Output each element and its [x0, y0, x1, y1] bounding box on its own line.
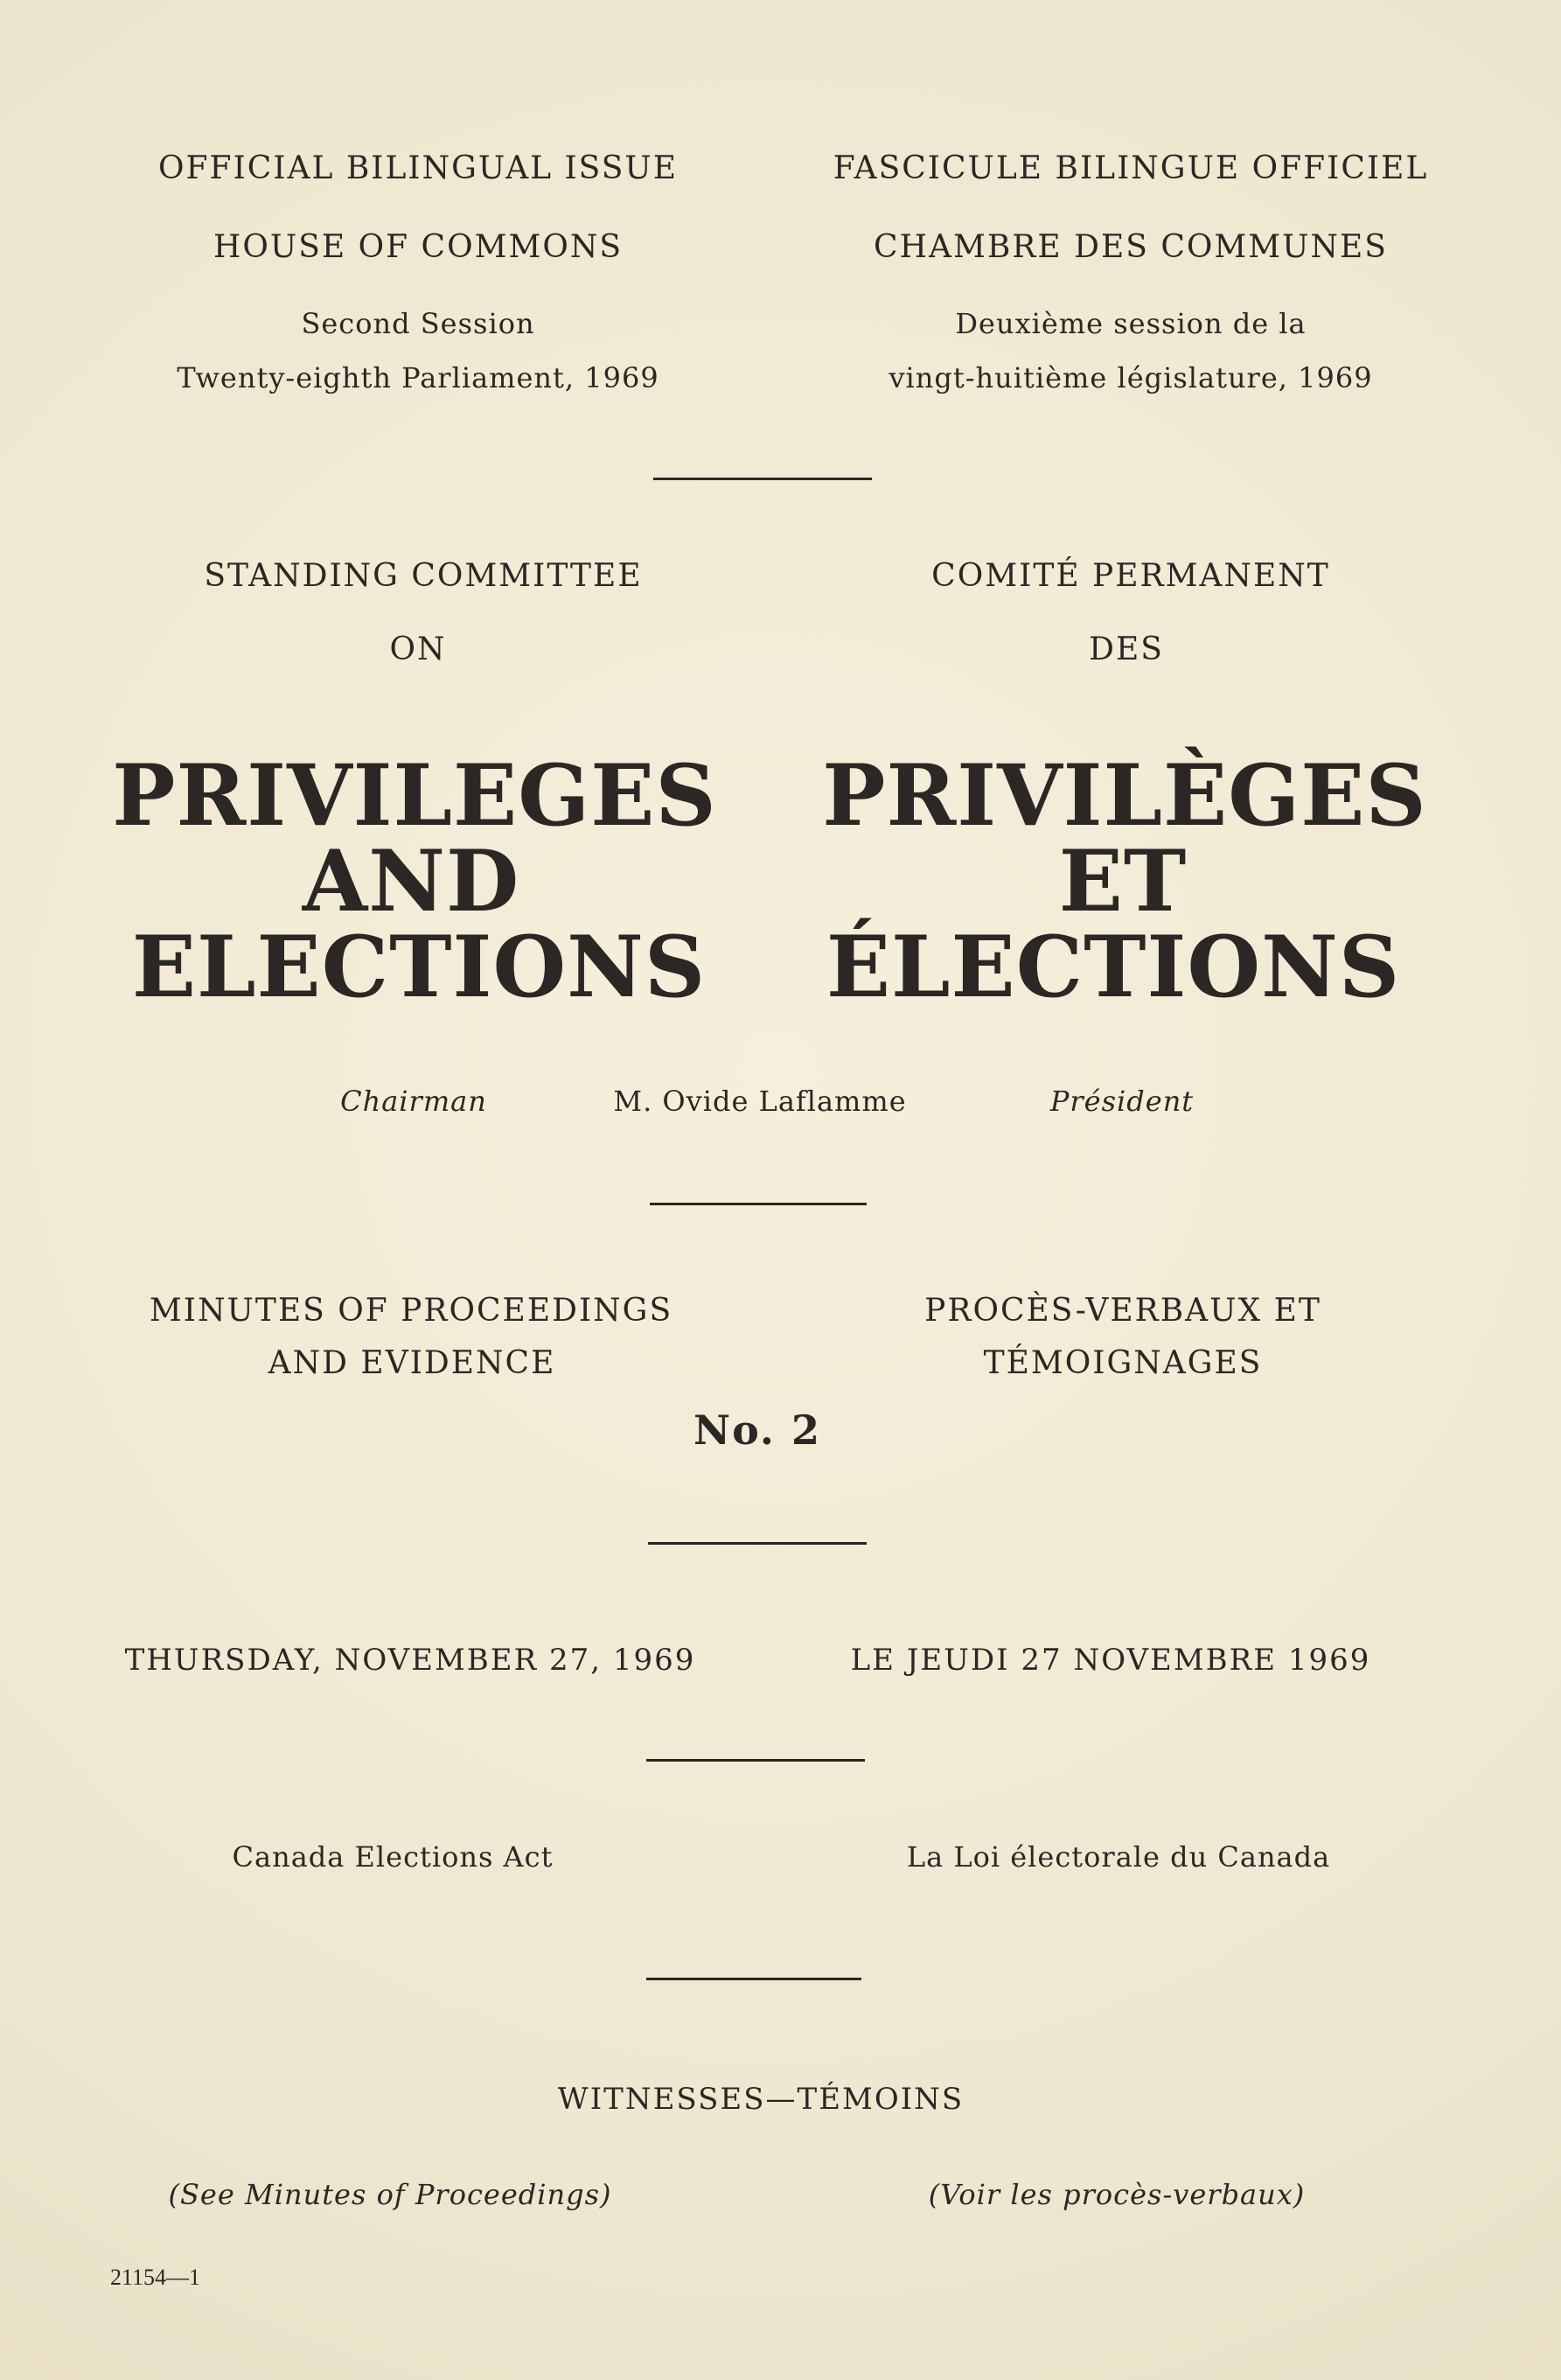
minutes-line-1-french: PROCÈS-VERBAUX ET	[924, 1293, 1321, 1329]
date-english: THURSDAY, NOVEMBER 27, 1969	[124, 1643, 696, 1678]
committee-title-line-3-french: ÉLECTIONS	[826, 918, 1401, 1016]
minutes-line-2-english: AND EVIDENCE	[268, 1345, 556, 1381]
rule-2	[650, 1203, 867, 1205]
committee-line-1-english: STANDING COMMITTEE	[204, 558, 643, 594]
session-line-1-english: Second Session	[301, 307, 535, 340]
committee-title-line-2-english: AND	[302, 832, 520, 931]
session-line-2-english: Twenty-eighth Parliament, 1969	[177, 361, 659, 394]
witnesses-english: (See Minutes of Proceedings)	[168, 2178, 612, 2211]
witnesses-heading: WITNESSES—TÉMOINS	[557, 2082, 965, 2117]
committee-line-2-french: DES	[1089, 632, 1164, 667]
document-code: 21154—1	[110, 2265, 201, 2290]
house-label-english: HOUSE OF COMMONS	[213, 229, 624, 265]
issue-label-english: OFFICIAL BILINGUAL ISSUE	[158, 150, 678, 186]
committee-title-line-3-english: ELECTIONS	[131, 918, 707, 1016]
subject-french: La Loi électorale du Canada	[906, 1840, 1331, 1874]
committee-title-line-2-french: ET	[1058, 832, 1188, 931]
rule-1	[653, 478, 872, 480]
rule-5	[646, 1978, 861, 1980]
date-french: LE JEUDI 27 NOVEMBRE 1969	[850, 1643, 1371, 1678]
committee-title-line-1-english: PRIVILEGES	[112, 746, 717, 845]
chairman-name: M. Ovide Laflamme	[613, 1085, 907, 1118]
committee-line-2-english: ON	[389, 632, 447, 667]
president-label: Président	[1049, 1085, 1195, 1118]
subject-english: Canada Elections Act	[232, 1840, 554, 1874]
chairman-label: Chairman	[340, 1085, 487, 1118]
minutes-line-2-french: TÉMOIGNAGES	[983, 1345, 1263, 1381]
minutes-line-1-english: MINUTES OF PROCEEDINGS	[149, 1293, 673, 1329]
committee-line-1-french: COMITÉ PERMANENT	[931, 558, 1330, 594]
house-label-french: CHAMBRE DES COMMUNES	[874, 229, 1388, 265]
rule-3	[648, 1542, 867, 1545]
session-line-1-french: Deuxième session de la	[955, 307, 1307, 340]
committee-title-line-1-french: PRIVILÈGES	[822, 746, 1427, 845]
issue-number: No. 2	[693, 1406, 821, 1454]
rule-4	[646, 1759, 865, 1762]
witnesses-french: (Voir les procès-verbaux)	[928, 2178, 1306, 2211]
session-line-2-french: vingt-huitième législature, 1969	[889, 361, 1373, 394]
issue-label-french: FASCICULE BILINGUE OFFICIEL	[833, 150, 1429, 186]
